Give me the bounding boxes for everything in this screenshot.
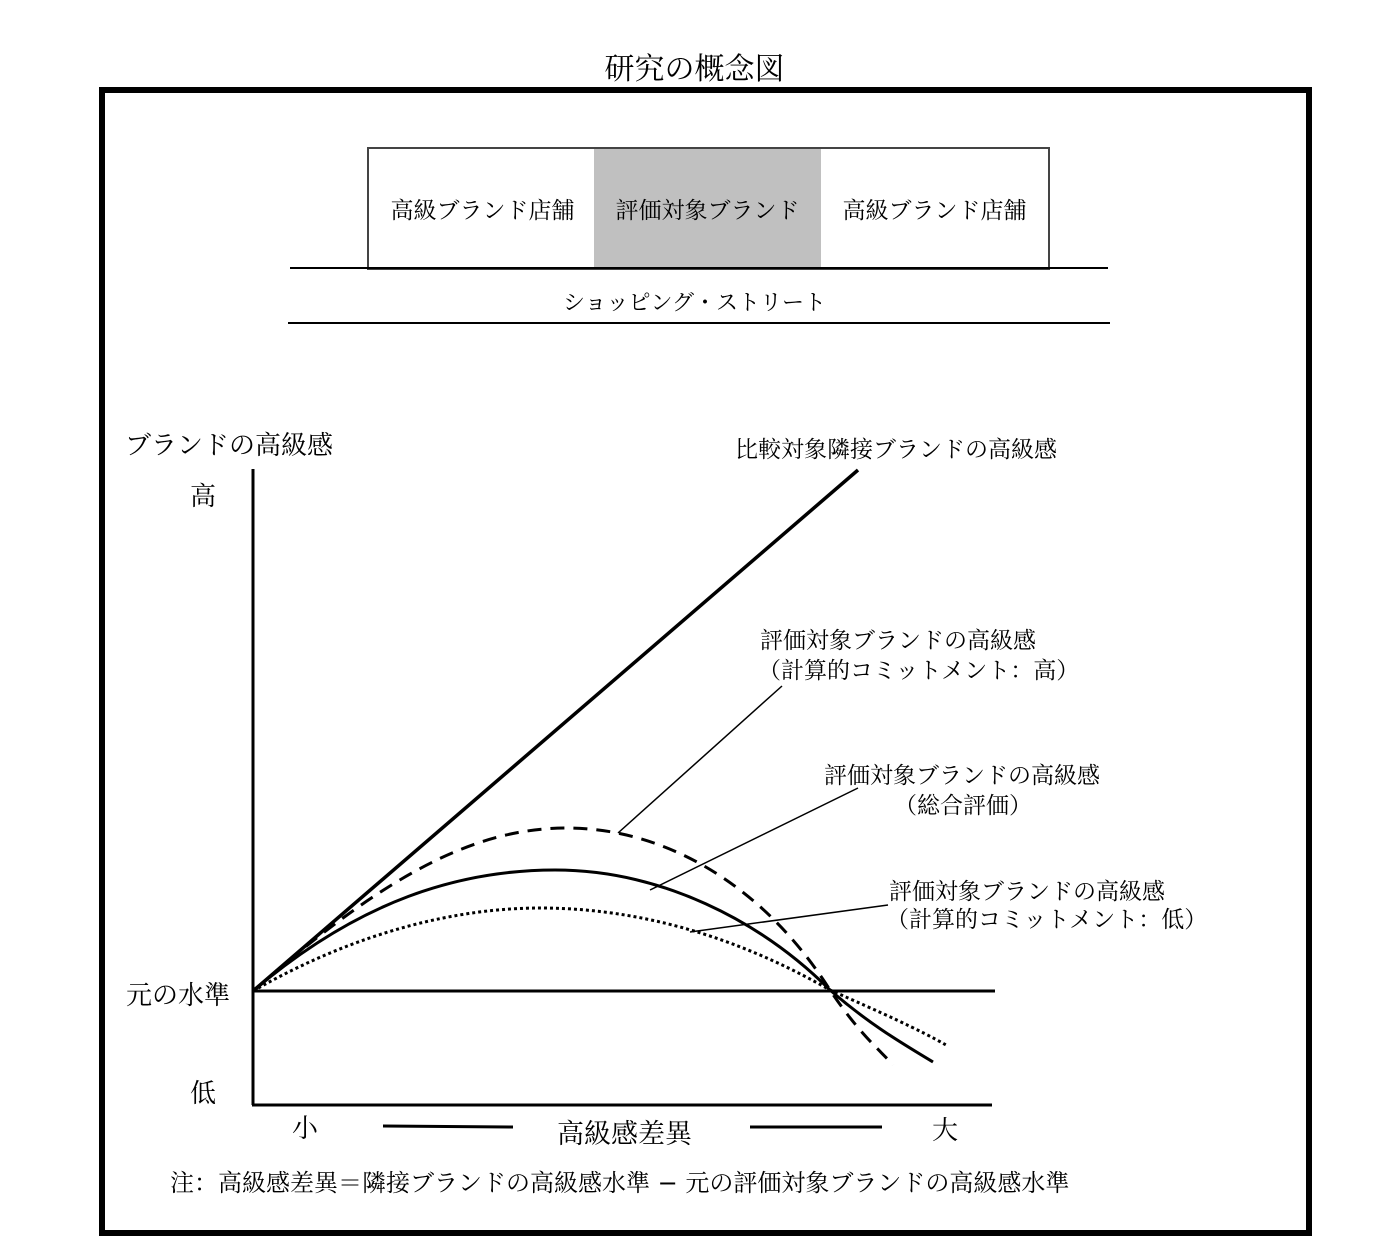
label-overall-line1: 評価対象ブランドの高級感 <box>824 763 1100 789</box>
y-axis-baseline: 元の水準 <box>126 981 231 1011</box>
shop-evaluated-brand-label: 評価対象ブランド <box>615 198 800 224</box>
curve-calc-low <box>253 908 946 1045</box>
shop-luxury-left-label: 高級ブランド店舗 <box>390 198 575 224</box>
curve-overall <box>253 870 933 1062</box>
x-axis-large: 大 <box>932 1116 959 1146</box>
y-axis-low: 低 <box>190 1079 217 1109</box>
label-calc-low-line1: 評価対象ブランドの高級感 <box>889 879 1165 905</box>
footnote: 注：高級感差異＝隣接ブランドの高級感水準 − 元の評価対象ブランドの高級感水準 <box>170 1169 1070 1197</box>
leader-overall <box>650 788 858 890</box>
diagram-title: 研究の概念図 <box>604 52 785 87</box>
street-label: ショッピング・ストリート <box>562 291 827 316</box>
label-overall-line2: （総合評価） <box>894 793 1032 819</box>
label-calc-low-line2: （計算的コミットメント：低） <box>886 907 1208 933</box>
label-calc-high-line2: （計算的コミットメント：高） <box>758 658 1080 684</box>
x-axis-left-dash <box>383 1126 513 1127</box>
y-axis-high: 高 <box>190 482 217 512</box>
x-axis-label: 高級感差異 <box>557 1119 692 1150</box>
leader-calc-high <box>618 686 782 833</box>
x-axis-small: 小 <box>292 1114 319 1144</box>
y-axis-label: ブランドの高級感 <box>125 431 334 461</box>
label-calc-high-line1: 評価対象ブランドの高級感 <box>760 628 1036 654</box>
curve-calc-high <box>253 828 893 1065</box>
label-neighbor-brand: 比較対象隣接ブランドの高級感 <box>735 437 1057 463</box>
shop-luxury-right-label: 高級ブランド店舗 <box>842 198 1027 224</box>
